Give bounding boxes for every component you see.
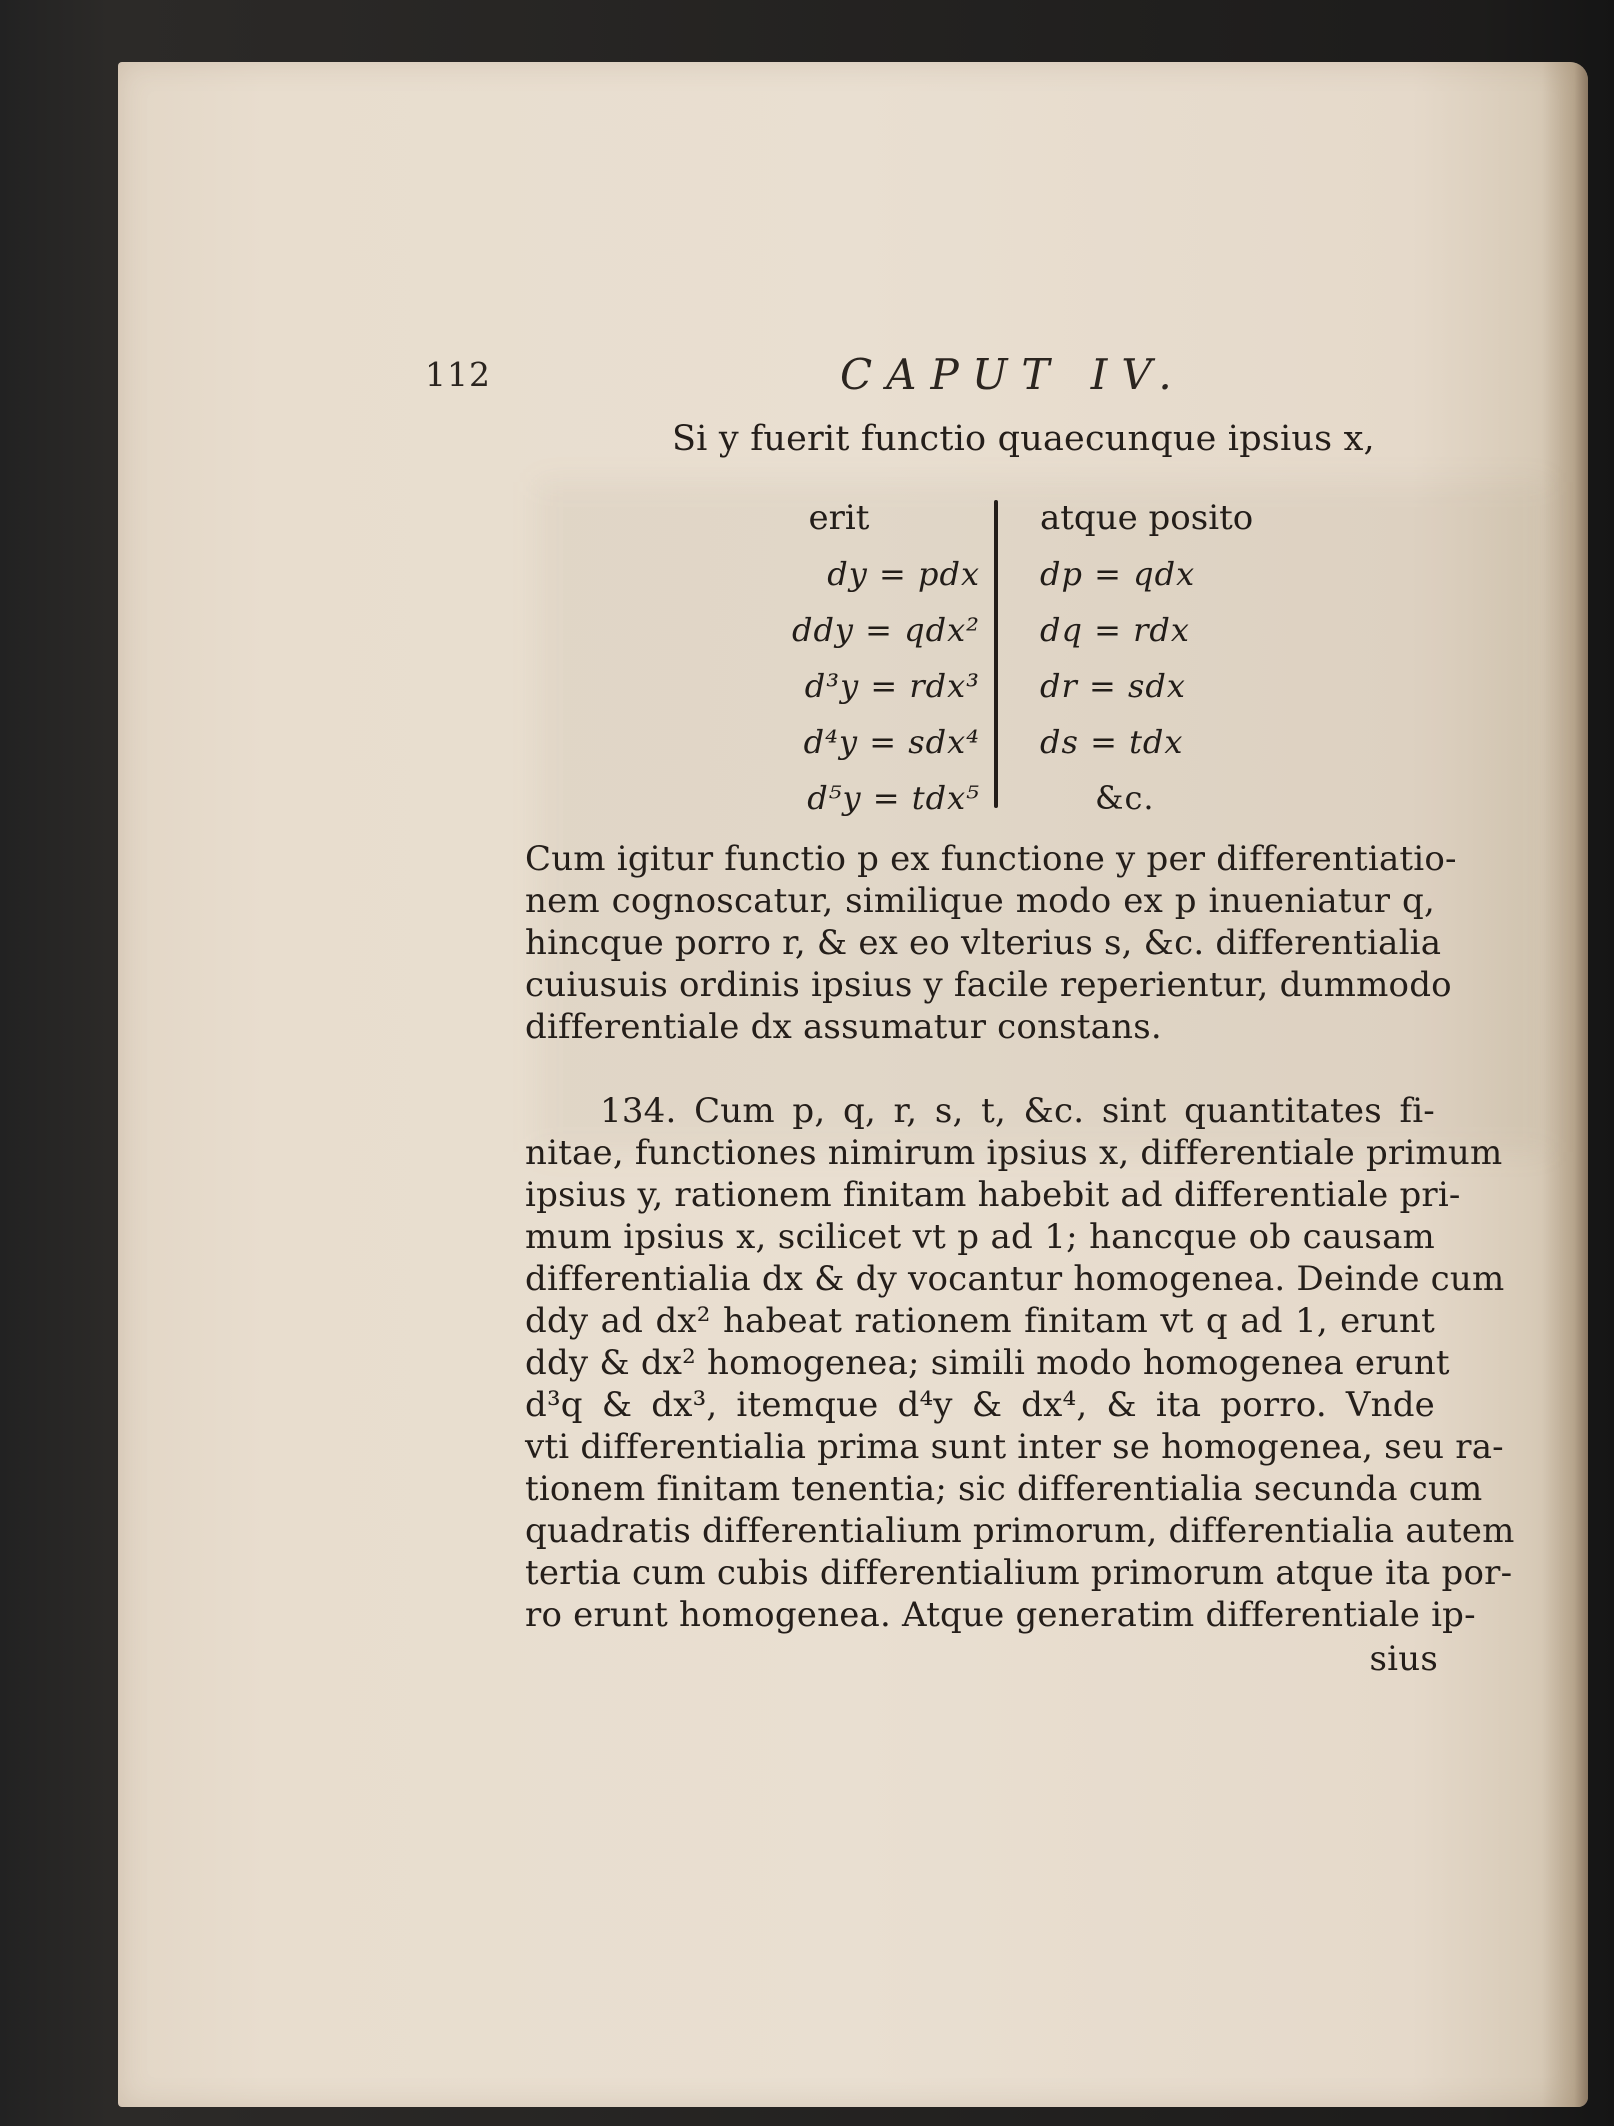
- formula-divider-rule: [994, 500, 998, 808]
- formula-left-row: dy = pdx: [827, 555, 980, 593]
- chapter-title: CAPUT IV.: [840, 350, 1186, 399]
- formula-left-row: d³y = rdx³: [804, 667, 980, 705]
- paragraph1-line: differentiale dx assumatur constans.: [525, 1007, 1162, 1047]
- paragraph2-line: quadratis differentialium primorum, differentialia autem: [525, 1511, 1515, 1551]
- formula-left-row: d⁴y = sdx⁴: [803, 723, 980, 761]
- formula-right-row: dq = rdx: [1040, 611, 1190, 649]
- formula-right-row: dp = qdx: [1040, 555, 1196, 593]
- paragraph2-line: ddy & dx² homogenea; simili modo homogenea erunt: [525, 1343, 1450, 1383]
- formula-right-row: ds = tdx: [1040, 723, 1184, 761]
- formula-left-column: [660, 490, 980, 826]
- formula-left-heading: erit: [808, 498, 870, 538]
- formula-left-row: d⁵y = tdx⁵: [807, 779, 980, 817]
- running-head: [425, 350, 1445, 410]
- paragraph2-line: ddy ad dx² habeat rationem finitam vt q ad 1, erunt: [525, 1301, 1435, 1341]
- paragraph1-line: Cum igitur functio p ex functione y per differentiatio-: [525, 839, 1457, 879]
- paragraph2-line: mum ipsius x, scilicet vt p ad 1; hancque ob causam: [525, 1217, 1435, 1257]
- formula-left-row: ddy = qdx²: [791, 611, 980, 649]
- page-fore-edge-shadow: [1542, 62, 1588, 2107]
- paragraph2-line: differentialia dx & dy vocantur homogenea. Deinde cum: [525, 1259, 1505, 1299]
- paragraph2-line: 134. Cum p, q, r, s, t, &c. sint quantitates fi-: [600, 1091, 1435, 1131]
- intro-line: Si y fuerit functio quaecunque ipsius x,: [672, 419, 1375, 459]
- formula-right-etc: &c.: [1095, 779, 1155, 817]
- paragraph2-line: tionem finitam tenentia; sic differentialia secunda cum: [525, 1469, 1483, 1509]
- formula-right-row: dr = sdx: [1040, 667, 1186, 705]
- formula-right-column: [1040, 490, 1260, 826]
- paragraph2-line: vti differentialia prima sunt inter se homogenea, seu ra-: [525, 1427, 1504, 1467]
- paragraph2-line: d³q & dx³, itemque d⁴y & dx⁴, & ita porro. Vnde: [525, 1385, 1435, 1425]
- page-number: 112: [425, 355, 491, 394]
- formula-right-heading: atque posito: [1040, 498, 1254, 538]
- paragraph2-line: ro erunt homogenea. Atque generatim differentiale ip-: [525, 1595, 1476, 1635]
- catchword: sius: [1369, 1639, 1438, 1679]
- paragraph2-line: nitae, functiones nimirum ipsius x, differentiale primum: [525, 1133, 1503, 1173]
- paragraph1-line: cuiusuis ordinis ipsius y facile reperientur, dummodo: [525, 965, 1452, 1005]
- paragraph1-line: nem cognoscatur, similique modo ex p inueniatur q,: [525, 881, 1435, 921]
- paragraph2-line: tertia cum cubis differentialium primorum atque ita por-: [525, 1553, 1513, 1593]
- paragraph2-line: ipsius y, rationem finitam habebit ad differentiale pri-: [525, 1175, 1461, 1215]
- paragraph1-line: hincque porro r, & ex eo vlterius s, &c. differentialia: [525, 923, 1442, 963]
